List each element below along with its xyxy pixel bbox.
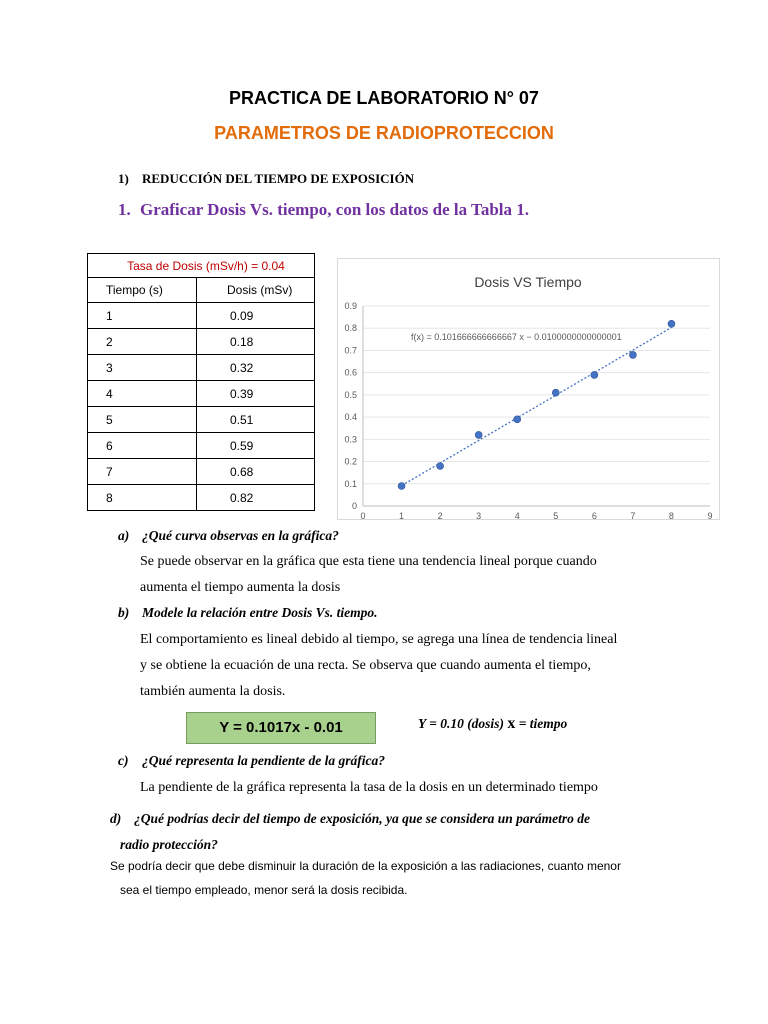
x-tick-label: 0 — [360, 511, 366, 519]
cell-dose: 0.68 — [197, 459, 315, 485]
table-row — [88, 407, 315, 433]
answer-a — [140, 549, 700, 601]
task-number: 1. — [118, 200, 131, 219]
y-tick-label: 0.4 — [344, 412, 357, 423]
question-label: b) — [118, 605, 130, 620]
answer-c — [140, 775, 700, 801]
table-row — [88, 303, 315, 329]
table-column-headers — [88, 278, 315, 303]
section-heading — [118, 171, 414, 187]
question-label: a) — [118, 528, 130, 543]
question-text-cont: radio protección? — [120, 837, 218, 852]
cell-time: 6 — [88, 433, 197, 459]
table-header-row — [88, 254, 315, 278]
data-point — [668, 320, 675, 327]
equation-box: Y = 0.1017x - 0.01 — [186, 712, 376, 744]
data-point — [437, 463, 444, 470]
question-b — [118, 605, 378, 621]
task-heading — [118, 200, 529, 220]
question-text: ¿Qué podrías decir del tiempo de exposición, ya que se considera un parámetro de — [134, 811, 590, 826]
column-header-dose: Dosis (mSv) — [197, 278, 315, 303]
answer-line: también aumenta la dosis. — [140, 684, 286, 699]
equation-x: x — [507, 715, 516, 732]
cell-dose: 0.18 — [197, 329, 315, 355]
cell-dose: 0.09 — [197, 303, 315, 329]
data-point — [398, 483, 405, 490]
table-row — [88, 433, 315, 459]
x-tick-label: 2 — [437, 511, 443, 519]
table-row — [88, 329, 315, 355]
x-tick-label: 1 — [399, 511, 405, 519]
cell-dose: 0.59 — [197, 433, 315, 459]
cell-time: 8 — [88, 485, 197, 511]
answer-line: aumenta el tiempo aumenta la dosis — [140, 580, 341, 595]
data-point — [629, 351, 636, 358]
x-tick-label: 3 — [476, 511, 482, 519]
table-row — [88, 355, 315, 381]
answer-line: El comportamiento es lineal debido al tiempo, se agrega una línea de tendencia lineal — [140, 632, 618, 647]
cell-time: 2 — [88, 329, 197, 355]
y-tick-label: 0.9 — [344, 301, 357, 311]
chart-title: Dosis VS Tiempo — [474, 274, 582, 290]
table-header: Tasa de Dosis (mSv/h) = 0.04 — [88, 254, 315, 278]
page-title: PRACTICA DE LABORATORIO N° 07 — [229, 88, 539, 108]
cell-time: 4 — [88, 381, 197, 407]
answer-line: La pendiente de la gráfica representa la tasa de la dosis en un determinado tiempo — [140, 780, 598, 795]
y-tick-label: 0 — [351, 501, 357, 511]
question-label: c) — [118, 753, 129, 768]
cell-dose: 0.51 — [197, 407, 315, 433]
cell-time: 3 — [88, 355, 197, 381]
data-point — [514, 416, 521, 423]
data-point — [591, 371, 598, 378]
cell-dose: 0.32 — [197, 355, 315, 381]
answer-d — [110, 854, 680, 902]
answer-line: sea el tiempo empleado, menor será la dosis recibida. — [120, 883, 408, 897]
section-number: 1) — [118, 171, 129, 186]
y-tick-label: 0.3 — [344, 434, 357, 445]
question-text: Modele la relación entre Dosis Vs. tiempo. — [142, 605, 378, 620]
question-text: ¿Qué representa la pendiente de la gráfica? — [142, 753, 385, 768]
cell-dose: 0.82 — [197, 485, 315, 511]
y-tick-label: 0.1 — [344, 478, 357, 489]
cell-time: 1 — [88, 303, 197, 329]
answer-line: Se podría decir que debe disminuir la duración de la exposición a las radiaciones, cuanto menor — [110, 859, 621, 873]
question-text: ¿Qué curva observas en la gráfica? — [142, 528, 339, 543]
question-label: d) — [110, 811, 122, 826]
column-header-time: Tiempo (s) — [88, 278, 197, 303]
question-a — [118, 528, 339, 544]
table-row — [88, 459, 315, 485]
equation-part: = tiempo — [515, 716, 568, 731]
dose-time-chart — [337, 258, 720, 520]
equation-part: Y = 0.10 (dosis) — [418, 716, 508, 731]
cell-time: 5 — [88, 407, 197, 433]
x-tick-label: 9 — [707, 511, 713, 519]
x-tick-label: 4 — [514, 511, 520, 519]
x-tick-label: 6 — [591, 511, 597, 519]
chart-points — [398, 320, 675, 489]
answer-line: y se obtiene la ecuación de una recta. Se observa que cuando aumenta el tiempo, — [140, 658, 591, 673]
page-subtitle: PARAMETROS DE RADIOPROTECCION — [214, 123, 554, 143]
data-point — [475, 431, 482, 438]
table-row — [88, 485, 315, 511]
answer-b — [140, 627, 700, 705]
equation-text — [418, 715, 567, 733]
data-point — [552, 389, 559, 396]
question-d — [110, 806, 670, 858]
y-tick-label: 0.7 — [344, 345, 357, 356]
y-tick-label: 0.6 — [344, 367, 357, 378]
dose-table — [87, 253, 315, 511]
cell-time: 7 — [88, 459, 197, 485]
task-text: Graficar Dosis Vs. tiempo, con los datos de la Tabla 1. — [140, 200, 529, 219]
section-text: REDUCCIÓN DEL TIEMPO DE EXPOSICIÓN — [142, 171, 415, 186]
x-tick-label: 5 — [553, 511, 559, 519]
x-tick-label: 7 — [630, 511, 636, 519]
answer-line: Se puede observar en la gráfica que esta tiene una tendencia lineal porque cuando — [140, 554, 597, 569]
trendline-equation: f(x) = 0.101666666666667 x − 0.0100000000000001 — [411, 332, 622, 342]
y-tick-label: 0.5 — [344, 389, 357, 400]
chart-svg — [338, 259, 719, 519]
x-tick-label: 8 — [668, 511, 674, 519]
cell-dose: 0.39 — [197, 381, 315, 407]
table-row — [88, 381, 315, 407]
question-c — [118, 753, 385, 769]
y-tick-label: 0.8 — [344, 323, 357, 334]
y-tick-label: 0.2 — [344, 456, 357, 467]
